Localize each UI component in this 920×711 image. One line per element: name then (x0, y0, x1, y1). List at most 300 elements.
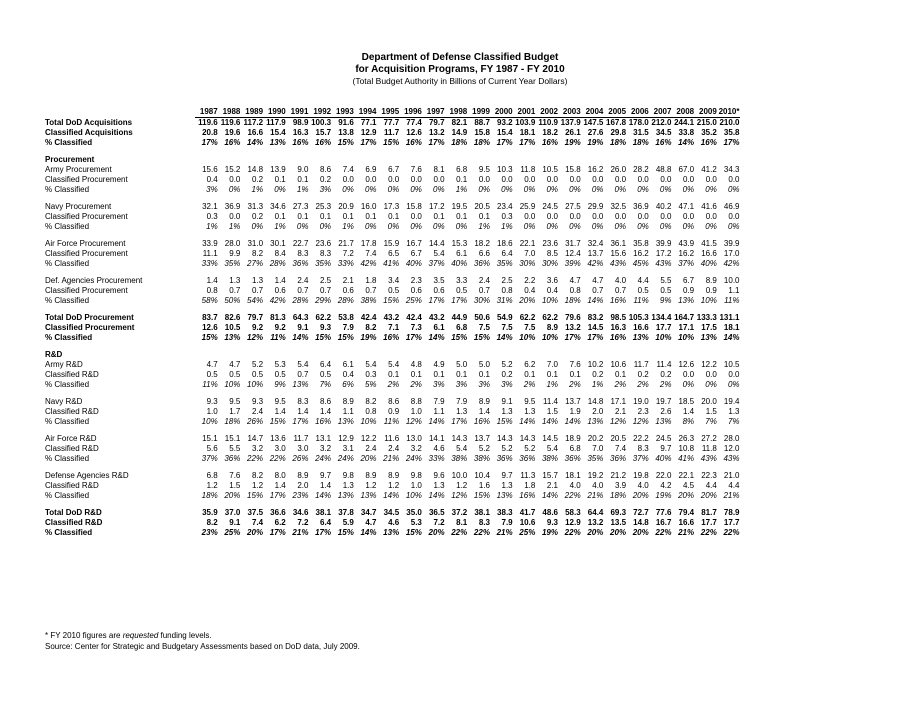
table-cell: 10.0 (451, 471, 468, 480)
table-cell: 0% (682, 185, 695, 194)
table-cell: 0.0 (501, 175, 513, 184)
table-cell: 8.9 (297, 471, 309, 480)
table-cell: 16.2 (587, 165, 604, 174)
table-cell: 62.2 (315, 313, 332, 322)
table-row (45, 239, 740, 249)
table-cell: 0.0 (683, 175, 695, 184)
table-cell: 9% (659, 296, 672, 305)
table-cell: 18% (610, 138, 627, 147)
table-cell: 88.7 (474, 118, 490, 127)
year-header: 2002 (535, 107, 558, 118)
table-cell: 50% (224, 296, 241, 305)
table-cell: 7.4 (365, 249, 377, 258)
spacer-row (45, 232, 740, 239)
table-row (45, 434, 740, 444)
table-cell: 23% (292, 491, 309, 500)
table-cell: 14.3 (519, 434, 536, 443)
table-cell: 19% (541, 528, 558, 537)
section-header-row (45, 155, 740, 165)
table-cell: 43.2 (383, 313, 400, 322)
table-cell: 5.6 (206, 444, 218, 453)
table-cell: 81.3 (270, 313, 286, 322)
table-cell: 0% (387, 185, 400, 194)
table-cell: 15% (337, 333, 354, 342)
table-cell: 8.4 (274, 249, 286, 258)
table-cell: 131.1 (719, 313, 740, 322)
table-cell: 19% (360, 333, 377, 342)
table-cell: 98.9 (292, 118, 309, 127)
spacer-cell (45, 269, 740, 276)
table-cell: 28.0 (224, 239, 241, 248)
table-cell: 45% (632, 259, 649, 268)
table-cell: 13.7 (474, 434, 490, 443)
table-row (45, 249, 740, 259)
spacer-row (45, 464, 740, 471)
table-cell: 0% (569, 222, 581, 231)
year-header: 1994 (354, 107, 377, 118)
header-label-cell (45, 107, 195, 118)
year-header: 1987 (195, 107, 218, 118)
table-cell: 93.2 (497, 118, 513, 127)
table-cell: 8.9 (478, 397, 490, 406)
table-cell: 0.6 (433, 286, 445, 295)
table-cell: 38% (360, 296, 377, 305)
table-cell: 48.6 (542, 508, 558, 517)
table-cell: 17.7 (723, 518, 740, 527)
table-row (45, 128, 740, 138)
year-header: 2004 (581, 107, 604, 118)
table-cell: 30% (519, 259, 536, 268)
table-cell: 0.2 (320, 175, 332, 184)
table-cell: 25% (519, 528, 536, 537)
table-cell: 0% (523, 185, 536, 194)
table-cell: 17% (428, 296, 445, 305)
table-cell: 6% (342, 380, 354, 389)
table-cell: 43% (655, 259, 672, 268)
table-cell: 119.6 (198, 118, 218, 127)
table-cell: 34.6 (292, 508, 309, 517)
table-cell: 21% (587, 491, 604, 500)
row-label: Classified R&D (45, 444, 99, 453)
table-cell: 0.1 (297, 212, 309, 221)
row-label: Navy R&D (45, 397, 83, 406)
table-cell: 8.1 (456, 518, 468, 527)
table-cell: 10.3 (497, 165, 513, 174)
table-cell: 13.7 (587, 249, 604, 258)
table-cell: 37% (678, 259, 695, 268)
table-cell: 117.2 (243, 118, 264, 127)
table-cell: 42% (360, 259, 377, 268)
table-cell: 31.0 (247, 239, 264, 248)
table-cell: 22% (564, 528, 581, 537)
table-cell: 17% (723, 138, 740, 147)
table-cell: 17.2 (655, 249, 672, 258)
row-label: Army Procurement (45, 165, 112, 174)
table-cell: 6.8 (206, 471, 218, 480)
table-cell: 23.4 (497, 202, 513, 211)
table-cell: 32.4 (587, 239, 604, 248)
table-cell: 25.3 (315, 202, 332, 211)
table-cell: 17% (269, 491, 286, 500)
table-cell: 36.5 (428, 508, 445, 517)
table-cell: 24% (315, 454, 332, 463)
table-cell: 5.2 (478, 444, 490, 453)
table-cell: 15.8 (406, 202, 422, 211)
table-cell: 4.4 (705, 481, 717, 490)
table-cell: 0% (364, 222, 377, 231)
table-cell: 19.6 (224, 128, 241, 137)
year-header: 2005 (603, 107, 626, 118)
table-cell: 7.2 (297, 518, 309, 527)
table-cell: 215.0 (696, 118, 717, 127)
table-cell: 31% (496, 296, 513, 305)
table-cell: 1% (501, 222, 513, 231)
table-cell: 16% (541, 138, 558, 147)
table-cell: 6.7 (388, 165, 400, 174)
table-cell: 0.1 (320, 212, 332, 221)
table-cell: 147.5 (583, 118, 604, 127)
table-cell: 0.0 (683, 212, 695, 221)
table-cell: 8.3 (478, 518, 490, 527)
table-cell: 0% (591, 185, 604, 194)
table-cell: 17.7 (655, 323, 672, 332)
table-cell: 0.1 (274, 175, 286, 184)
table-cell: 2.4 (365, 444, 377, 453)
year-header: 1995 (377, 107, 400, 118)
table-cell: 14% (428, 491, 445, 500)
table-cell: 11.4 (656, 360, 672, 369)
table-cell: 43.9 (678, 239, 695, 248)
row-label: % Classified (45, 138, 93, 147)
table-cell: 19.5 (451, 202, 468, 211)
table-cell: 17.1 (610, 397, 627, 406)
table-cell: 35.9 (202, 508, 218, 517)
table-cell: 0% (433, 185, 445, 194)
table-cell: 6.6 (478, 249, 490, 258)
table-cell: 1.1 (728, 286, 740, 295)
section-header: Procurement (45, 155, 95, 164)
table-cell: 0.7 (365, 286, 377, 295)
table-cell: 0% (569, 185, 581, 194)
table-cell: 8.3 (297, 397, 309, 406)
table-cell: 39% (564, 259, 581, 268)
table-cell: 0.9 (683, 286, 695, 295)
table-cell: 50.6 (474, 313, 490, 322)
table-cell: 36% (519, 454, 536, 463)
table-cell: 0.0 (614, 212, 627, 221)
table-cell: 34.6 (270, 202, 286, 211)
table-cell: 42.4 (360, 313, 377, 322)
table-cell: 9.1 (297, 323, 309, 332)
table-cell: 1.2 (206, 481, 218, 490)
table-cell: 1.2 (388, 481, 400, 490)
table-cell: 0.1 (410, 370, 422, 379)
table-cell: 7.2 (433, 518, 445, 527)
table-cell: 3.0 (297, 444, 309, 453)
table-cell: 0.3 (501, 212, 513, 221)
table-cell: 1% (342, 222, 354, 231)
table-cell: 15.7 (315, 128, 332, 137)
table-cell: 1.3 (342, 481, 354, 490)
row-label: % Classified (45, 333, 93, 342)
year-header: 1990 (263, 107, 286, 118)
table-cell: 64.4 (587, 508, 604, 517)
table-cell: 12.2 (360, 434, 377, 443)
table-cell: 15.6 (610, 249, 627, 258)
table-cell: 4.8 (410, 360, 422, 369)
table-cell: 28.2 (633, 165, 649, 174)
table-cell: 24% (405, 454, 422, 463)
table-cell: 6.4 (320, 518, 332, 527)
table-cell: 18% (224, 417, 241, 426)
table-cell: 13% (496, 491, 513, 500)
table-cell: 0% (501, 185, 513, 194)
table-cell: 1% (478, 222, 490, 231)
row-label: % Classified (45, 528, 93, 537)
table-cell: 36% (224, 454, 241, 463)
table-cell: 22.0 (655, 471, 672, 480)
table-cell: 0.0 (546, 175, 558, 184)
table-cell: 5.2 (501, 360, 513, 369)
table-cell: 1.0 (410, 481, 422, 490)
table-cell: 2.5 (501, 276, 513, 285)
table-cell: 8.0 (274, 471, 286, 480)
table-cell: 7.6 (229, 471, 241, 480)
table-cell: 43.2 (428, 313, 445, 322)
table-cell: 0.0 (410, 212, 422, 221)
year-header: 1993 (331, 107, 354, 118)
table-cell: 0% (546, 222, 558, 231)
budget-table (45, 107, 740, 538)
table-cell: 0.5 (274, 370, 286, 379)
table-cell: 10% (678, 333, 695, 342)
table-cell: 40% (405, 259, 422, 268)
table-cell: 0% (727, 185, 740, 194)
table-cell: 40% (451, 259, 468, 268)
table-cell: 21% (496, 528, 513, 537)
table-cell: 0.0 (728, 212, 740, 221)
table-cell: 28% (269, 259, 286, 268)
table-cell: 79.6 (565, 313, 581, 322)
year-header: 2006 (626, 107, 649, 118)
table-cell: 117.9 (266, 118, 286, 127)
table-cell: 20% (678, 491, 695, 500)
table-cell: 4.7 (206, 360, 218, 369)
table-cell: 40% (700, 259, 717, 268)
table-cell: 0.1 (456, 175, 468, 184)
table-cell: 14% (496, 333, 513, 342)
table-cell: 20% (587, 528, 604, 537)
table-cell: 2% (637, 380, 649, 389)
table-cell: 15% (201, 333, 218, 342)
table-cell: 8.3 (320, 249, 332, 258)
table-cell: 3.1 (342, 444, 354, 453)
table-cell: 54.9 (497, 313, 513, 322)
table-cell: 1% (274, 222, 286, 231)
table-cell: 33% (201, 259, 218, 268)
table-cell: 24.5 (655, 434, 672, 443)
table-cell: 5.4 (433, 249, 445, 258)
table-cell: 9.1 (229, 518, 241, 527)
table-cell: 38.1 (315, 508, 332, 517)
table-cell: 0.4 (546, 286, 558, 295)
table-cell: 9.8 (342, 471, 354, 480)
table-cell: 6.7 (683, 276, 695, 285)
table-cell: 31.3 (247, 202, 264, 211)
table-cell: 0.8 (569, 286, 581, 295)
table-cell: 37.2 (451, 508, 468, 517)
table-cell: 14% (723, 333, 740, 342)
table-cell: 25.9 (519, 202, 536, 211)
table-cell: 15.4 (497, 128, 513, 137)
table-cell: 18.2 (542, 128, 558, 137)
table-cell: 1.1 (342, 407, 354, 416)
table-cell: 6.5 (388, 249, 400, 258)
table-cell: 6.8 (569, 444, 581, 453)
table-cell: 16% (610, 333, 627, 342)
table-cell: 42% (269, 296, 286, 305)
table-row (45, 296, 740, 306)
table-cell: 0.9 (705, 286, 717, 295)
table-cell: 32.1 (202, 202, 218, 211)
table-cell: 13.0 (406, 434, 422, 443)
table-cell: 0.6 (274, 286, 286, 295)
table-cell: 8% (682, 417, 695, 426)
table-cell: 16% (655, 138, 672, 147)
table-cell: 210.0 (719, 118, 740, 127)
table-row (45, 138, 740, 148)
table-cell: 2.1 (342, 276, 354, 285)
table-cell: 43% (723, 454, 740, 463)
table-cell: 14.8 (247, 165, 264, 174)
table-cell: 41.5 (701, 239, 717, 248)
table-cell: 4.6 (433, 444, 445, 453)
table-cell: 17% (360, 138, 377, 147)
table-cell: 15% (337, 528, 354, 537)
table-cell: 15% (383, 138, 400, 147)
table-cell: 35% (224, 259, 241, 268)
table-cell: 0.5 (660, 286, 672, 295)
table-cell: 17% (587, 333, 604, 342)
table-cell: 14.5 (587, 323, 604, 332)
table-cell: 21% (678, 528, 695, 537)
table-cell: 8.9 (705, 276, 717, 285)
table-cell: 0% (659, 185, 672, 194)
table-cell: 12% (632, 417, 649, 426)
table-cell: 3.2 (410, 444, 422, 453)
table-cell: 7.0 (546, 360, 558, 369)
table-cell: 0% (727, 222, 740, 231)
table-cell: 22% (723, 528, 740, 537)
table-cell: 178.0 (628, 118, 649, 127)
table-cell: 12.2 (701, 360, 717, 369)
table-cell: 1.2 (456, 481, 468, 490)
table-cell: 9.3 (206, 397, 218, 406)
row-label: Classified R&D (45, 518, 103, 527)
table-cell: 15% (315, 333, 332, 342)
table-cell: 1.4 (274, 276, 286, 285)
table-cell: 15% (473, 491, 490, 500)
table-cell: 0% (455, 222, 468, 231)
table-cell: 13.2 (565, 323, 581, 332)
table-cell: 6.4 (320, 360, 332, 369)
table-cell: 4.7 (569, 276, 581, 285)
table-cell: 3.2 (320, 444, 332, 453)
table-cell: 11.7 (293, 434, 309, 443)
table-cell: 10.8 (678, 444, 695, 453)
table-cell: 0% (591, 222, 604, 231)
year-header: 2003 (558, 107, 581, 118)
row-label: Def. Agencies Procurement (45, 276, 143, 285)
table-cell: 0.2 (251, 212, 264, 221)
table-cell: 7.9 (501, 518, 513, 527)
table-cell: 0.0 (705, 175, 717, 184)
table-cell: 10% (247, 380, 264, 389)
table-cell: 2.4 (388, 444, 400, 453)
table-cell: 36% (292, 259, 309, 268)
table-cell: 43% (700, 454, 717, 463)
table-cell: 16% (405, 138, 422, 147)
row-label: Classified R&D (45, 481, 99, 490)
table-cell: 17.2 (428, 202, 445, 211)
table-cell: 6.9 (365, 165, 377, 174)
table-row (45, 286, 740, 296)
table-cell: 39.9 (655, 239, 672, 248)
table-cell: 22% (564, 491, 581, 500)
table-cell: 10% (655, 333, 672, 342)
table-cell: 2% (523, 380, 536, 389)
row-label: % Classified (45, 185, 90, 194)
year-header: 2000 (490, 107, 513, 118)
table-cell: 2% (410, 380, 422, 389)
table-cell: 15% (337, 138, 354, 147)
row-label: Air Force R&D (45, 434, 97, 443)
table-cell: 1.4 (206, 276, 218, 285)
table-cell: 10% (700, 296, 717, 305)
table-cell: 34.3 (723, 165, 740, 174)
table-cell: 13% (337, 417, 354, 426)
table-cell: 9.5 (478, 165, 490, 174)
table-cell: 0.5 (229, 370, 241, 379)
table-cell: 14% (541, 491, 558, 500)
spacer-row (45, 343, 740, 350)
table-cell: 20.2 (587, 434, 604, 443)
table-cell: 5.3 (410, 518, 422, 527)
table-cell: 17% (564, 333, 581, 342)
table-cell: 54% (247, 296, 264, 305)
table-cell: 9.3 (251, 397, 264, 406)
table-row (45, 165, 740, 175)
spacer-cell (45, 148, 740, 155)
table-cell: 18% (610, 491, 627, 500)
table-cell: 98.5 (610, 313, 627, 322)
table-cell: 15.2 (224, 165, 241, 174)
table-cell: 10.5 (723, 360, 740, 369)
table-cell: 2% (659, 380, 672, 389)
table-cell: 83.7 (202, 313, 218, 322)
table-cell: 3.2 (251, 444, 264, 453)
table-cell: 37% (632, 454, 649, 463)
table-cell: 7.6 (410, 165, 422, 174)
table-cell: 78.9 (723, 508, 740, 517)
table-cell: 10.5 (542, 165, 558, 174)
table-cell: 15% (451, 333, 468, 342)
table-cell: 4.7 (365, 518, 377, 527)
table-cell: 14.9 (451, 128, 468, 137)
table-cell: 0.6 (410, 286, 422, 295)
table-cell: 21.7 (338, 239, 354, 248)
table-cell: 13% (383, 528, 400, 537)
